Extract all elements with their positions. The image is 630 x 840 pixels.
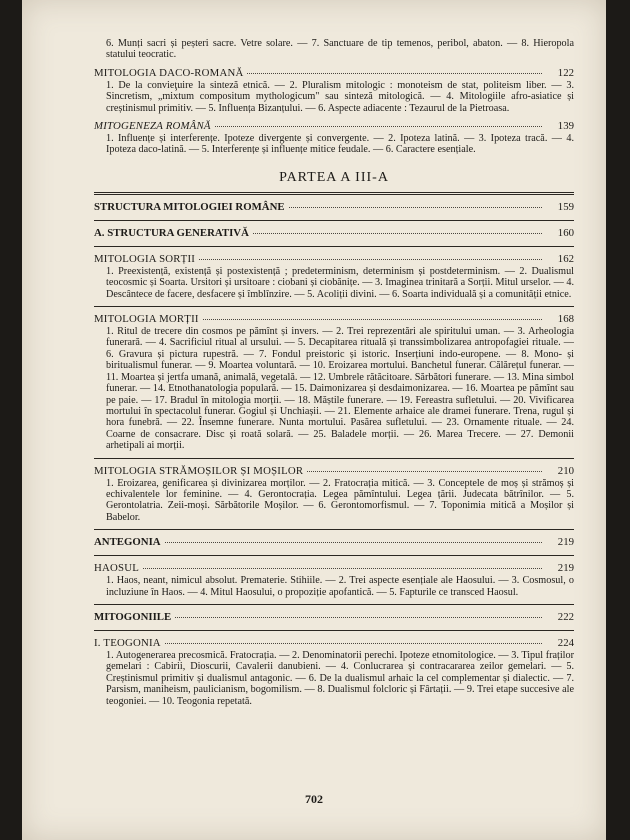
section-title: MITOLOGIA MORȚII bbox=[94, 313, 199, 326]
section-page: 219 bbox=[557, 536, 574, 549]
section-rule bbox=[94, 604, 574, 605]
leader-dots bbox=[247, 73, 542, 74]
leader-dots bbox=[199, 259, 542, 260]
section-mitogoniile bbox=[94, 611, 574, 624]
section-title: HAOSUL bbox=[94, 562, 139, 575]
leader-dots bbox=[253, 233, 542, 234]
section-heading bbox=[94, 253, 574, 266]
section-page: 122 bbox=[557, 66, 574, 79]
section-subentries: 1. Eroizarea, genificarea și divinizarea morților. — 2. Fratocrația mitică. — 3. Conceptele de moș și strămoș și echivalentele lor feminine. — 4. Gerontocrația. Legea pămîntului. Legea țării. Judecata bătrînilor. — 5. Gerontolatria. Zeii-moși. Sărbătorile Moșilor. — 6. Gerontomorfismul. — 7. Toponimia mitică a Moșilor și Babelor. bbox=[106, 477, 574, 523]
section-subentries: 1. Influențe și interferențe. Ipoteze divergente și convergente. — 2. Ipoteza latină. — 3. Ipoteza tracă. — 4. Ipoteza daco-latină. — 5. Interferențe și influențe mitice feudale. — 6. Caractere esențiale. bbox=[106, 133, 574, 156]
section-page: 219 bbox=[557, 562, 574, 575]
section-title: MITOLOGIA DACO-ROMANĂ bbox=[94, 66, 244, 79]
section-mortii bbox=[94, 313, 574, 451]
section-heading bbox=[94, 120, 574, 133]
section-subentries: 1. Ritul de trecere din cosmos pe pămînt și invers. — 2. Trei reprezentări ale spiritului uman. — 3. Arheologia funerară. — 4. Sacrificiul ritual al ursului. — 5. Decapitarea rituală și transsimbolizarea antropofagiei rituale. — 6. Gravura și pictura rupestră. — 7. Fondul preistoric și istoric. Inserțiuni indo-europene. — 8. Mono- și biritualismul funerar. — 9. Moartea voluntară. — 10. Eroizarea mortului. Banchetul funerar. Călărețul funerar. — 11. Moartea și jertfa umană, animală, vegetală. — 12. Umbrele rătăcitoare. Sărbători funerare. — 13. Mina simbol funerar. — 14. Etnothanatologia populară. — 15. Daimonizarea și desdaimonizarea. — 16. Moartea pe pămînt sau pe paie. — 17. Bradul în mitologia morții. — 18. Măștile funerare. — 19. Fereastra sufletului. — 20. Vivificarea mortului în spectacolul funerar. Gogiul și Unchiașii. — 21. Elemente arhaice ale dramei funerare. Trena, rugul și hora funebră. — 22. Însemne funerare. Nunta mortului. Pasărea sufletului. — 23. Ornamente rituale. — 24. Coarne de consacrare. Disc și roată solară. — 25. Baladele morții. — 26. Marea Trecere. — 27. Demonii arhetipali ai morții. bbox=[106, 326, 574, 452]
part-rule bbox=[94, 192, 574, 195]
leader-dots bbox=[289, 207, 542, 208]
section-subentries: 1. Autogenerarea precosmică. Fratocrația. — 2. Denominatorii perechi. Ipoteze etnomitologice. — 3. Tipul fraților gemelari : Cabirii, Dioscurii, Cavalerii danubieni. — 4. Conlucrarea și contracararea zeilor gemelari. — 5. Creștinismul primitiv și dualismul antagonic. — 6. De la dualismul arhaic la cel complementar și dialectic. — 7. Parsism, maniheism, paulicianism, bogomilism. — 8. Dualismul folcloric și Fârtații. — 9. Trei etape succesive ale teogoniei. — 10. Teogonia repetată. bbox=[106, 649, 574, 707]
section-page: 159 bbox=[557, 200, 574, 213]
section-subentries: 1. De la convieţuire la sinteză etnică. — 2. Pluralism mitologic : monoteism de stat, politeism liber. — 3. Sincretism, „mixtum compositum mythologicum" sau sinteză mitologică. — 4. Mitologiile afro-asiatice și creștinismul primitiv. — 5. Influența Bizanțului. — 6. Aspecte adiacente : Tezaurul de la Pietroasa. bbox=[106, 79, 574, 114]
section-page: 224 bbox=[557, 636, 574, 649]
section-structura bbox=[94, 201, 574, 214]
section-rule bbox=[94, 630, 574, 631]
leader-dots bbox=[203, 319, 542, 320]
section-title: A. STRUCTURA GENERATIVĂ bbox=[94, 226, 249, 239]
table-of-contents bbox=[94, 38, 574, 707]
section-haosul bbox=[94, 562, 574, 598]
leader-dots bbox=[175, 617, 542, 618]
section-heading bbox=[94, 465, 574, 478]
section-page: 160 bbox=[557, 226, 574, 239]
leader-dots bbox=[165, 542, 542, 543]
section-title: ANTEGONIA bbox=[94, 536, 161, 549]
section-title: I. TEOGONIA bbox=[94, 636, 161, 649]
book-page bbox=[22, 0, 606, 840]
leader-dots bbox=[165, 643, 542, 644]
page-number: 702 bbox=[305, 792, 323, 806]
section-page: 168 bbox=[557, 313, 574, 326]
section-title: MITOLOGIA SORȚII bbox=[94, 252, 196, 265]
leader-dots bbox=[215, 126, 542, 127]
section-page: 210 bbox=[557, 464, 574, 477]
section-heading bbox=[94, 562, 574, 575]
section-rule bbox=[94, 246, 574, 247]
section-rule bbox=[94, 458, 574, 459]
section-heading bbox=[94, 637, 574, 650]
lead-in-subentries: 6. Munți sacri și peșteri sacre. Vetre solare. — 7. Sanctuare de tip temenos, peribol, abaton. — 8. Hieropola statului teocratic. bbox=[106, 38, 574, 61]
section-rule bbox=[94, 220, 574, 221]
section-subentries: 1. Preexistență, existență și postexistență ; predeterminism, determinism și postdeterminism. — 2. Dualismul teocosmic și Soarta. Ursitori și ursitoare : ciobani și ciobănițe. — 3. Imaginea trinitară a Sorții. Mitul urselor. — 4. Descântece de facere, desfacere și îmblînzire. — 5. Acoliții divini. — 6. Soarta individuală și a comunității etnice. bbox=[106, 265, 574, 300]
section-sortii bbox=[94, 253, 574, 300]
section-title: STRUCTURA MITOLOGIEI ROMÂNE bbox=[94, 200, 285, 213]
section-title: MITOGONIILE bbox=[94, 610, 172, 623]
leader-dots bbox=[307, 471, 542, 472]
leader-dots bbox=[143, 568, 542, 569]
section-page: 222 bbox=[557, 610, 574, 623]
section-teogonia bbox=[94, 637, 574, 707]
section-heading bbox=[94, 67, 574, 80]
part-title: PARTEA A III-A bbox=[279, 169, 389, 185]
section-generativa bbox=[94, 227, 574, 240]
section-heading bbox=[94, 313, 574, 326]
section-page: 139 bbox=[557, 120, 574, 133]
section-title: MITOGENEZA ROMÂNĂ bbox=[94, 120, 211, 133]
section-stramosilor bbox=[94, 465, 574, 524]
section-rule bbox=[94, 306, 574, 307]
section-antegonia bbox=[94, 536, 574, 549]
section-title: MITOLOGIA STRĂMOȘILOR ȘI MOȘILOR bbox=[94, 464, 304, 477]
section-subentries: 1. Haos, neant, nimicul absolut. Prematerie. Stihiile. — 2. Trei aspecte esențiale ale Haosului. — 3. Cosmosul, o incluziune în Haos. — 4. Mitul Haosului, o propoziție apofantică. — 5. Fapturile ce transced Haosul. bbox=[106, 575, 574, 598]
section-daco-romana bbox=[94, 67, 574, 114]
section-rule bbox=[94, 555, 574, 556]
section-mitogeneza bbox=[94, 120, 574, 156]
section-rule bbox=[94, 529, 574, 530]
section-page: 162 bbox=[557, 252, 574, 265]
